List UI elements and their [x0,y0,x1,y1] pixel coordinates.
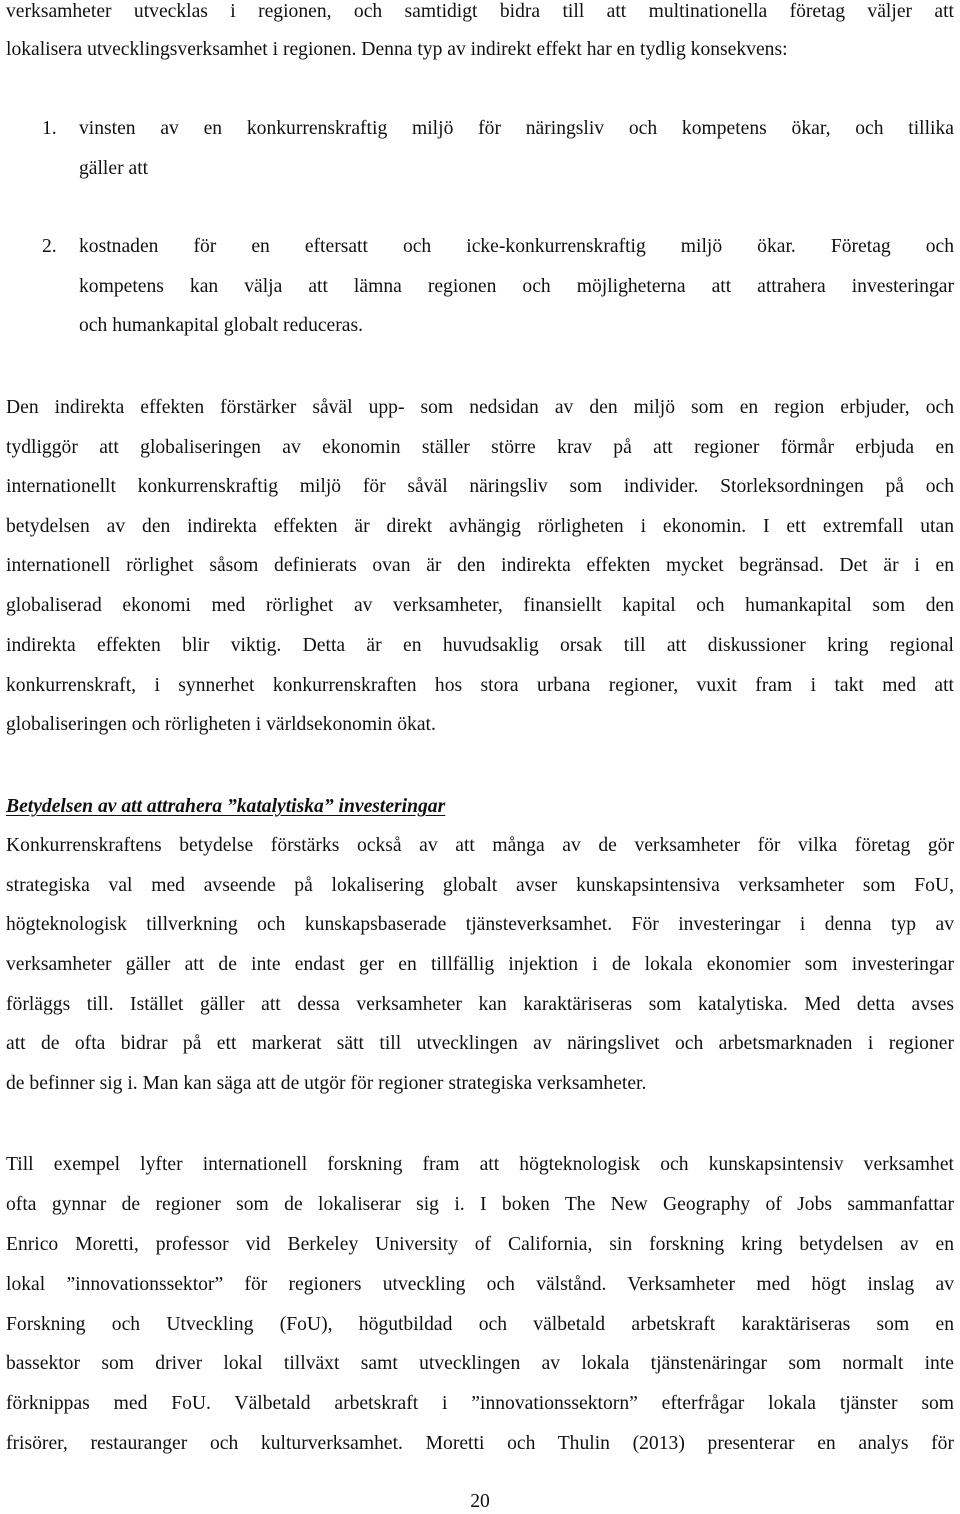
paragraph1-line-9: globaliseringen och rörligheten i världsekonomin ökat. [6,714,436,735]
paragraph2-line-3: Enrico Moretti, professor vid Berkeley University of California, sin forskning kring betydelsen av en [6,1234,954,1255]
list-item-2-line-2: kompetens kan välja att lämna regionen och möjligheterna att attrahera investeringar [79,276,954,297]
paragraph1-line-7: indirekta effekten blir viktig. Detta är en huvudsaklig orsak till att diskussioner kring regional [6,635,954,656]
paragraph1-line-3: internationellt konkurrenskraftig miljö för såväl näringsliv som individer. Storleksordningen på och [6,476,954,497]
list-item-1-line-1: vinsten av en konkurrenskraftig miljö för näringsliv och kompetens ökar, och tillika [79,118,954,139]
section-line-1: Konkurrenskraftens betydelse förstärks också av att många av de verksamheter för vilka företag gör [6,835,954,856]
paragraph1-line-2: tydliggör att globaliseringen av ekonomin ställer större krav på att regioner förmår erbjuda en [6,437,954,458]
paragraph2-line-1: Till exempel lyfter internationell forskning fram att högteknologisk och kunskapsintensiv verksamhet [6,1154,954,1175]
paragraph2-line-8: frisörer, restauranger och kulturverksamhet. Moretti och Thulin (2013) presenterar en analys för [6,1433,954,1454]
paragraph1-line-6: globaliserad ekonomi med rörlighet av verksamheter, finansiellt kapital och humankapital som den [6,595,954,616]
paragraph1-line-1: Den indirekta effekten förstärker såväl upp- som nedsidan av den miljö som en region erbjuder, och [6,397,954,418]
section-line-7: de befinner sig i. Man kan säga att de utgör för regioner strategiska verksamheter. [6,1073,647,1094]
section-heading: Betydelsen av att attrahera ”katalytiska” investeringar [6,796,446,817]
list-item-2-line-3: och humankapital globalt reduceras. [79,315,364,336]
section-line-2: strategiska val med avseende på lokalisering globalt avser kunskapsintensiva verksamheter som FoU, [6,875,954,896]
paragraph2-line-6: bassektor som driver lokal tillväxt samt utvecklingen av lokala tjänstenäringar som normalt inte [6,1353,954,1374]
paragraph2-line-2: ofta gynnar de regioner som de lokaliserar sig i. I boken The New Geography of Jobs sammanfattar [6,1194,954,1215]
list-item-2-line-1: kostnaden för en eftersatt och icke-konkurrenskraftig miljö ökar. Företag och [79,236,954,257]
list-item-number-1: 1. [42,118,57,139]
section-line-4: verksamheter gäller att de inte endast ger en tillfällig injektion i de lokala ekonomier som investeringar [6,954,954,975]
paragraph1-line-8: konkurrenskraft, i synnerhet konkurrenskraften hos stora urbana regioner, vuxit fram i takt med att [6,675,954,696]
intro-line-1: verksamheter utvecklas i regionen, och samtidigt bidra till att multinationella företag väljer att [6,1,954,22]
section-line-3: högteknologisk tillverkning och kunskapsbaserade tjänsteverksamhet. För investeringar i denna typ av [6,914,954,935]
paragraph2-line-5: Forskning och Utveckling (FoU), högutbildad och välbetald arbetskraft karaktäriseras som en [6,1314,954,1335]
paragraph1-line-4: betydelsen av den indirekta effekten är direkt avhängig rörligheten i ekonomin. I ett extremfall utan [6,516,954,537]
paragraph2-line-7: förknippas med FoU. Välbetald arbetskraft i ”innovationssektorn” efterfrågar lokala tjänster som [6,1393,954,1414]
paragraph2-line-4: lokal ”innovationssektor” för regioners utveckling och välstånd. Verksamheter med högt inslag av [6,1274,954,1295]
section-line-6: att de ofta bidrar på ett markerat sätt till utvecklingen av näringslivet och arbetsmarknaden i regioner [6,1033,954,1054]
paragraph1-line-5: internationell rörlighet såsom definierats ovan är den indirekta effekten mycket begränsad. Det är i en [6,555,954,576]
list-item-1-line-2: gäller att [79,158,149,179]
intro-line-2: lokalisera utvecklingsverksamhet i regionen. Denna typ av indirekt effekt har en tydlig konsekvens: [6,39,788,60]
list-item-number-2: 2. [42,236,57,257]
page-number: 20 [470,1491,490,1512]
section-line-5: förläggs till. Istället gäller att dessa verksamheter kan karaktäriseras som katalytiska. Med detta avses [6,994,954,1015]
